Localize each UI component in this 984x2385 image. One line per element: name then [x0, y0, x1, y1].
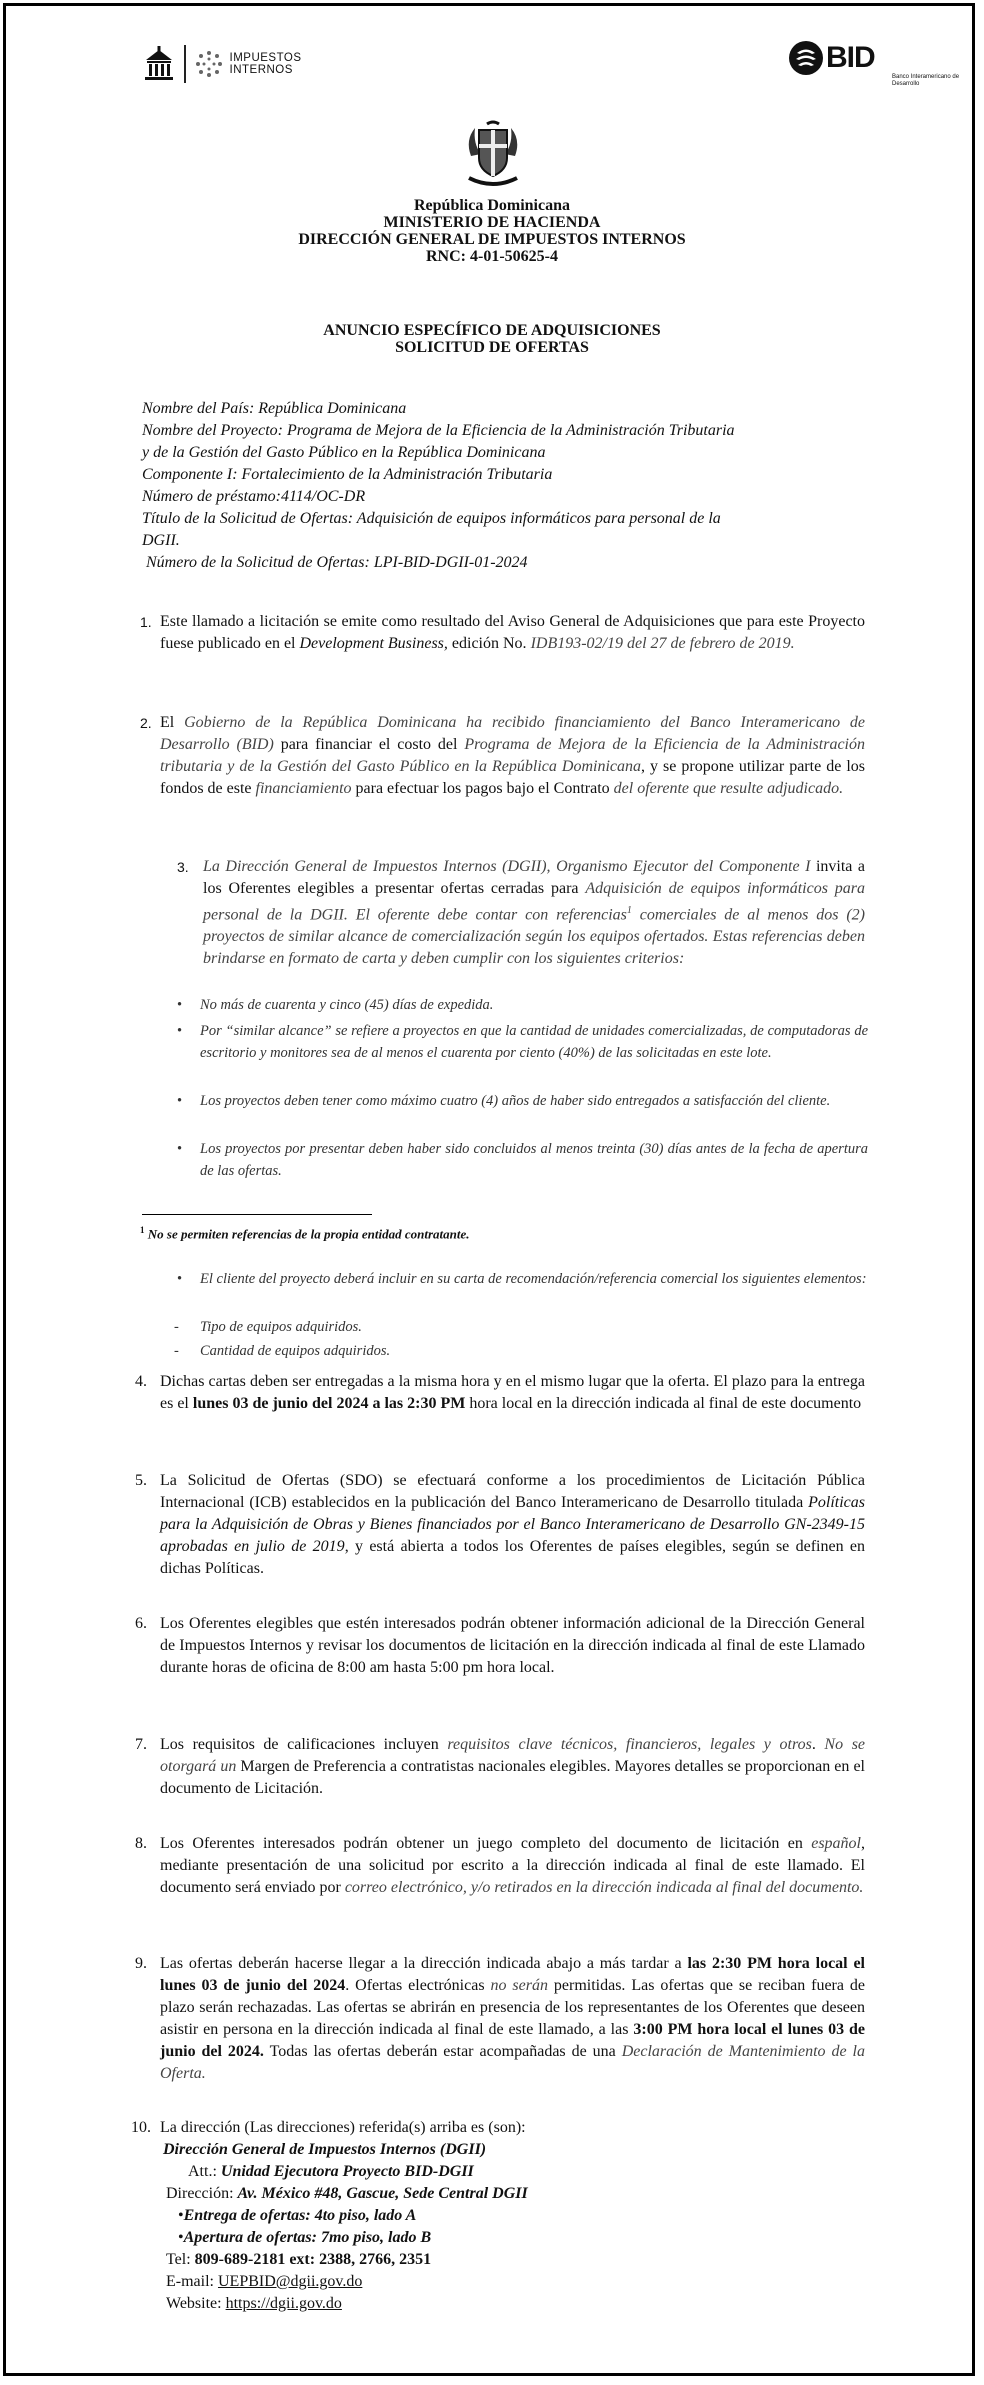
- component-line: Componente I: Fortalecimiento de la Administración Tributaria: [142, 466, 553, 483]
- dash-icon: -: [174, 1319, 179, 1335]
- bid-emblem-icon: [788, 40, 824, 76]
- text-run: Programa de Mejora de la Eficiencia de la Administración tributaria y de la Gestión del Gasto Público en la República Dominicana: [160, 736, 866, 775]
- criteria-item: [177, 1138, 868, 1182]
- bid-logo-text: BID: [826, 41, 875, 74]
- paragraph-4: [135, 1371, 865, 1415]
- paragraph-number: 1.: [140, 614, 152, 630]
- text-run: español: [811, 1835, 861, 1852]
- paragraph-number: 7.: [135, 1736, 147, 1753]
- country-line: Nombre del País: República Dominicana: [142, 400, 407, 417]
- paragraph-6: [135, 1613, 865, 1679]
- footnote-text: No se permiten referencias de la propia entidad contratante.: [144, 1226, 470, 1242]
- paragraph-3: [177, 856, 865, 970]
- subitem-text: Cantidad de equipos adquiridos.: [200, 1343, 391, 1359]
- dash-icon: -: [174, 1343, 179, 1359]
- address-phone: [166, 2249, 431, 2271]
- bullet-icon: •: [177, 997, 183, 1013]
- title-line-1: ANUNCIO ESPECÍFICO DE ADQUISICIONES: [323, 322, 661, 339]
- text-run: del oferente que resulte adjudicado.: [613, 780, 844, 797]
- bullet-icon: •: [177, 1271, 183, 1287]
- recommendation-subitem: [174, 1340, 868, 1362]
- text-run: Todas las ofertas deberán estar acompañadas de una: [263, 2043, 622, 2060]
- project-info: [142, 398, 862, 574]
- text-run: lunes 03 de junio del 2024 a las 2:30 PM: [192, 1395, 466, 1412]
- bullet-icon: •: [177, 1023, 183, 1039]
- text-run: invita a los Oferentes elegibles a presentar ofertas cerradas para: [203, 858, 865, 897]
- footnote-ref: 1: [626, 905, 632, 916]
- website-label: Website:: [166, 2295, 226, 2312]
- paragraph-number: 3.: [177, 859, 189, 875]
- text-run: Este llamado a licitación se emite como resultado del Aviso General de Adquisiciones que para este Proyecto fuese publicado en el: [160, 613, 865, 652]
- loan-line: Número de préstamo:4114/OC-DR: [142, 488, 366, 505]
- text-run: La Dirección General de Impuestos Internos (DGII), Organismo Ejecutor del Componente I: [203, 858, 811, 875]
- phone-label: Tel:: [166, 2251, 195, 2268]
- paragraph-9: [135, 1953, 866, 2085]
- institution-block: [0, 197, 984, 265]
- criteria-item: [177, 994, 868, 1016]
- bid-logo: [788, 40, 960, 87]
- paragraph-number: 8.: [135, 1835, 147, 1852]
- bullet-icon: •: [178, 2229, 184, 2246]
- address-bullet: [178, 2227, 431, 2249]
- text-run: Los requisitos de calificaciones incluyen: [160, 1736, 448, 1753]
- address-street: [166, 2183, 528, 2205]
- text-run: Los Oferentes elegibles que estén interesados podrán obtener información adicional de la Dirección General de Impuestos Internos y revisar los documentos de licitación en la dirección indicada al final de este Llamado durante horas de oficina de 8:00 am hasta 5:00 pm hora local.: [160, 1615, 865, 1676]
- text-run: hora local en la dirección indicada al final de este documento: [465, 1395, 862, 1412]
- org-name: Dirección General de Impuestos Internos (DGII): [163, 2141, 487, 2158]
- criteria-text: Los proyectos deben tener como máximo cuatro (4) años de haber sido entregados a satisfacción del cliente.: [200, 1093, 831, 1109]
- text-run: La Solicitud de Ofertas (SDO) se efectuará conforme a los procedimientos de Licitación Pública Internacional (ICB) establecidos en la publicación del Banco Interamericano de Desarrollo titulada: [160, 1472, 865, 1511]
- opening-location: Apertura de ofertas: 7mo piso, lado B: [183, 2229, 432, 2246]
- footnote: [140, 1225, 469, 1242]
- government-building-icon: [142, 46, 176, 82]
- logo-text-line-1: IMPUESTOS: [229, 52, 302, 64]
- text-run: Las ofertas deberán hacerse llegar a la dirección indicada abajo a más tardar a: [160, 1955, 688, 1972]
- paragraph-7: [135, 1734, 866, 1800]
- address-intro: La dirección (Las direcciones) referida(s) arriba es (son):: [160, 2119, 526, 2136]
- directorate-name: DIRECCIÓN GENERAL DE IMPUESTOS INTERNOS: [298, 231, 686, 248]
- paragraph-number: 5.: [135, 1472, 147, 1489]
- title-line-2: SOLICITUD DE OFERTAS: [395, 339, 589, 356]
- country-name: República Dominicana: [413, 197, 570, 214]
- paragraph-10: [131, 2117, 865, 2139]
- bullet-icon: •: [177, 1093, 183, 1109]
- national-seal: [461, 120, 525, 195]
- bullet-icon: •: [177, 1141, 183, 1157]
- paragraph-5: [135, 1470, 865, 1580]
- text-run: edición No.: [447, 635, 531, 652]
- paragraph-number: 6.: [135, 1615, 147, 1632]
- text-run: para financiar el costo del: [273, 736, 465, 753]
- text-run: comerciales de al menos dos (2) proyectos de similar alcance de comercialización según los equipos ofertados. Estas referencias deben brindarse en formato de carta y deben cumplir con los siguientes criterios:: [203, 906, 865, 968]
- paragraph-1: [140, 611, 865, 655]
- coat-of-arms-icon: [461, 120, 525, 190]
- email-label: E-mail:: [166, 2273, 218, 2290]
- project-line-1: Nombre del Proyecto: Programa de Mejora de la Eficiencia de la Administración Tributaria: [142, 422, 735, 439]
- text-run: . Ofertas electrónicas: [345, 1977, 491, 1994]
- criteria-item: [177, 1090, 868, 1112]
- dgii-logo-text: [230, 52, 302, 76]
- logo-text-line-2: INTERNOS: [229, 64, 293, 76]
- logo-divider: [184, 45, 186, 83]
- website-link[interactable]: https://dgii.gov.do: [225, 2295, 342, 2312]
- recommendation-subitem: [174, 1316, 868, 1338]
- text-run: Margen de Preferencia a contratistas nacionales elegibles. Mayores detalles se proporcionan en el documento de Licitación.: [160, 1758, 865, 1797]
- paragraph-number: 10.: [131, 2119, 151, 2136]
- footnote-mark: 1: [140, 1225, 145, 1235]
- att-value: Unidad Ejecutora Proyecto BID-DGII: [220, 2163, 474, 2180]
- criteria-text: No más de cuarenta y cinco (45) días de expedida.: [200, 997, 494, 1013]
- paragraph-number: 9.: [135, 1955, 147, 1972]
- bullet-icon: •: [178, 2207, 184, 2224]
- criteria-item: [177, 1020, 868, 1064]
- text-run: Development Business,: [299, 635, 448, 652]
- address-website: [166, 2293, 342, 2315]
- text-run: .: [811, 1736, 825, 1753]
- document-title: [0, 322, 984, 356]
- paragraph-number: 4.: [135, 1373, 147, 1390]
- address-bullet: [178, 2205, 416, 2227]
- paragraph-2: [140, 712, 866, 800]
- subitem-text: Tipo de equipos adquiridos.: [200, 1319, 362, 1335]
- address-att: [188, 2161, 474, 2183]
- text-run: Gobierno de la República Dominicana ha recibido financiamiento del Banco Interamericano de Desarrollo (BID): [160, 714, 866, 753]
- sunburst-icon: [194, 49, 224, 79]
- text-run: 3:00 PM hora local el lunes 03 de junio del 2024.: [160, 2021, 866, 2060]
- paragraph-8: [135, 1833, 865, 1899]
- address-value: Av. México #48, Gascue, Sede Central DGII: [237, 2185, 528, 2202]
- address-email: [166, 2271, 362, 2293]
- criteria-text: Por “similar alcance” se refiere a proyectos en que la cantidad de unidades comercializadas, de computadoras de escritorio y monitores sea de al menos el cuarenta por ciento (40%) de las solicitadas en este lote.: [200, 1023, 868, 1061]
- text-run: , mediante presentación de una solicitud por escrito a la dirección indicada al final de este llamado. El documento será enviado por: [160, 1835, 865, 1896]
- recommendation-text: El cliente del proyecto deberá incluir en su carta de recomendación/referencia comercial los siguientes elementos:: [200, 1271, 867, 1287]
- text-run: no serán: [490, 1977, 548, 1994]
- phone-value: 809-689-2181 ext: 2388, 2766, 2351: [194, 2251, 432, 2268]
- criteria-text: Los proyectos por presentar deben haber sido concluidos al menos treinta (30) días antes de la fecha de apertura de las ofertas.: [200, 1141, 868, 1179]
- text-run: IDB193-02/19 del 27 de febrero de 2019.: [530, 635, 795, 652]
- text-run: las 2:30 PM hora local el lunes 03 de junio del 2024: [160, 1955, 865, 1994]
- text-run: El: [160, 714, 185, 731]
- paragraph-number: 2.: [140, 715, 152, 731]
- text-run: Políticas para la Adquisición de Obras y Bienes financiados por el Banco Interamericano de Desarrollo GN-2349-15 aprobadas en julio de 2019: [160, 1494, 865, 1555]
- footnote-separator: [142, 1214, 372, 1215]
- recommendation-item: [177, 1268, 868, 1290]
- bid-logo-subtext: Banco Interamericano de Desarrollo: [892, 74, 960, 87]
- delivery-location: Entrega de ofertas: 4to piso, lado A: [183, 2207, 417, 2224]
- request-title-line-2: DGII.: [142, 532, 180, 549]
- text-run: para efectuar los pagos bajo el Contrato: [351, 780, 614, 797]
- text-run: No se otorgará un: [160, 1736, 866, 1775]
- text-run: requisitos clave técnicos, financieros, legales y otros: [447, 1736, 812, 1753]
- text-run: Los Oferentes interesados podrán obtener un juego completo del documento de licitación en: [160, 1835, 812, 1852]
- project-line-2: y de la Gestión del Gasto Público en la República Dominicana: [142, 444, 546, 461]
- address-org: [163, 2139, 486, 2161]
- text-run: , y se propone utilizar parte de los fondos de este: [160, 758, 865, 797]
- rnc-number: RNC: 4-01-50625-4: [426, 248, 558, 265]
- text-run: Declaración de Mantenimiento de la Oferta.: [160, 2043, 865, 2082]
- text-run: Dichas cartas deben ser entregadas a la misma hora y en el mismo lugar que la oferta. El plazo para la entrega es el: [160, 1373, 865, 1412]
- text-run: financiamiento: [255, 780, 352, 797]
- request-number-line: Número de la Solicitud de Ofertas: LPI-BID-DGII-01-2024: [142, 554, 528, 571]
- email-link[interactable]: UEPBID@dgii.gov.do: [217, 2273, 363, 2290]
- text-run: Adquisición de equipos informáticos para personal de la DGII. El oferente debe contar con referencias: [203, 880, 865, 924]
- text-run: permitidas. Las ofertas que se reciban fuera de plazo serán rechazadas. Las ofertas se abrirán en presencia de los representantes de los Oferentes que deseen asistir en persona en la dirección indicada al final de este llamado, a las: [160, 1977, 866, 2038]
- ministry-name: MINISTERIO DE HACIENDA: [383, 214, 601, 231]
- dgii-logo: [142, 42, 302, 86]
- att-label: Att.:: [188, 2163, 221, 2180]
- request-title-line-1: Título de la Solicitud de Ofertas: Adquisición de equipos informáticos para personal de la: [142, 510, 721, 527]
- text-run: correo electrónico, y/o retirados en la dirección indicada al final del documento.: [344, 1879, 864, 1896]
- text-run: , y está abierta a todos los Oferentes de países elegibles, según se definen en dichas Políticas.: [160, 1538, 865, 1577]
- address-label: Dirección:: [166, 2185, 238, 2202]
